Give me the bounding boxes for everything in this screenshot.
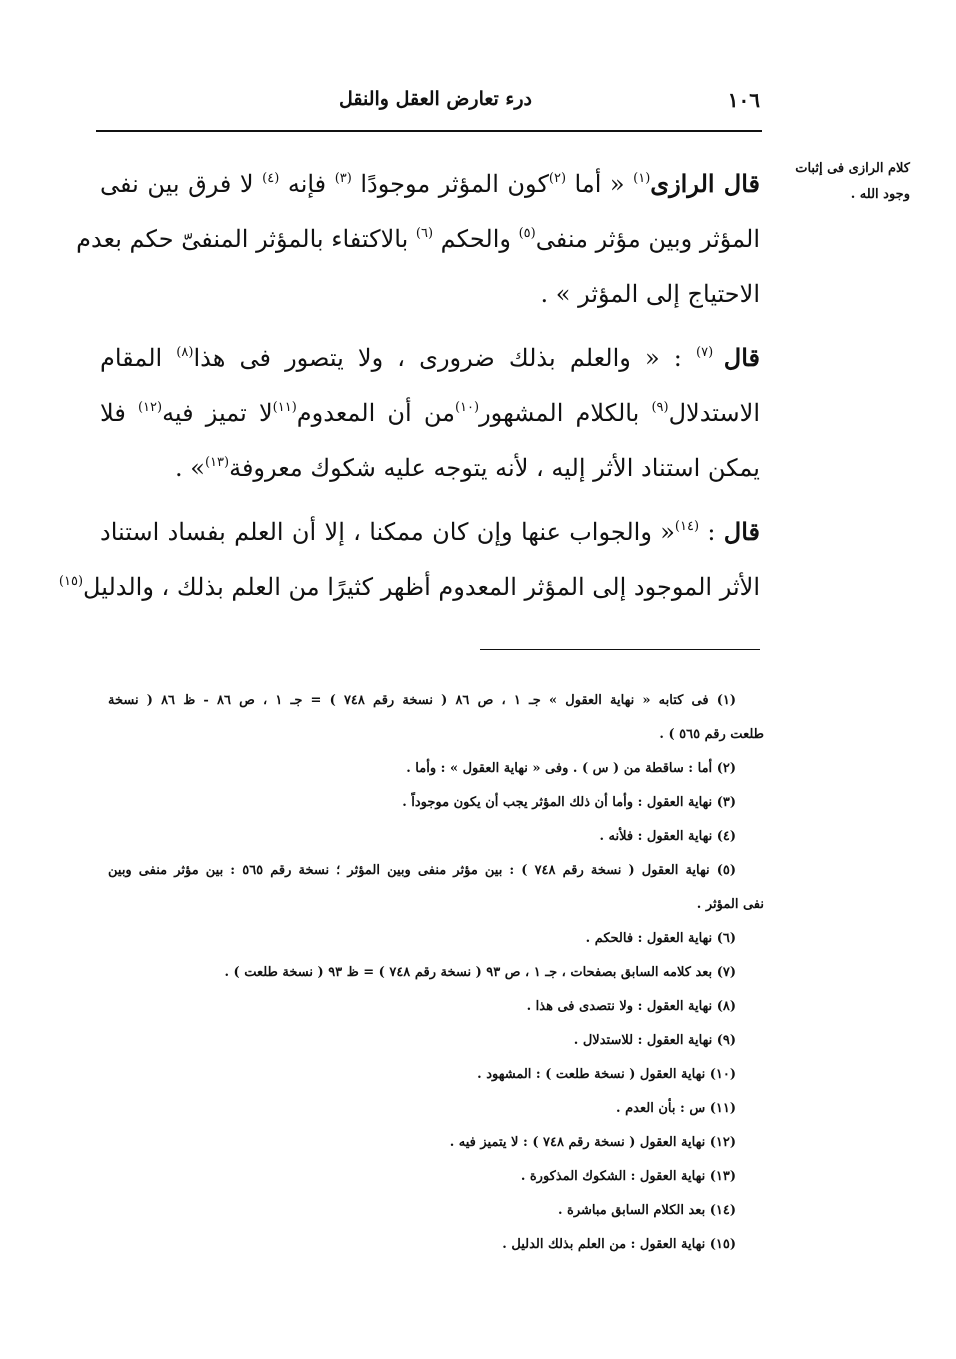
text-line (100, 156, 760, 212)
text-segment: المؤثر وبين مؤثر منفى (535, 225, 760, 253)
footnote-marker: (١) (633, 171, 651, 186)
text-line (76, 212, 760, 267)
text-line (58, 560, 760, 615)
speaker-label: قال (723, 343, 761, 372)
text-segment: الاحتياج إلى المؤثر » . (540, 280, 760, 308)
footnote (108, 1228, 764, 1262)
text-line (100, 504, 760, 560)
footnote-line: (٥) نهاية العقول ( نسخة رقم ٧٤٨ ) : بين مؤثر منفى وبين المؤثر ؛ نسخة رقم ٥٦٥ : بين مؤثر منفى وبين (108, 863, 737, 878)
text-segment: لا تميز فيه (162, 399, 273, 427)
footnote-marker: (٢) (548, 171, 567, 186)
footnote-marker: (١٤) (674, 519, 700, 534)
footnote-line: (١١) س : بأن العدم . (616, 1101, 736, 1116)
footnote-line: (٦) نهاية العقول : فالحكم . (585, 931, 736, 946)
margin-note (764, 156, 910, 208)
footnote-marker: (١٥) (58, 574, 84, 589)
page-number: ١٠٦ (727, 88, 760, 112)
text-segment: : (699, 518, 724, 546)
footnote (108, 820, 764, 854)
text-line (100, 330, 760, 386)
footnote-marker: (١٢) (137, 400, 163, 415)
speaker-label: قال الرازى (650, 169, 761, 198)
footnote-marker: (٤) (262, 171, 280, 186)
footnote-line: (٢) أما : ساقطة من ( س ) . وفى « نهاية العقول » : وأما . (406, 761, 736, 776)
main-text (58, 156, 761, 623)
text-segment: لا فرق بين نفى (100, 170, 263, 198)
footnote-line: (١٥) نهاية العقول : من العلم بذلك الدليل . (502, 1237, 736, 1252)
footnote-marker: (١١) (272, 400, 297, 415)
paragraph (100, 330, 760, 496)
footnote (108, 854, 764, 922)
footnote-marker: (٦) (415, 226, 434, 241)
page-header (96, 84, 760, 124)
text-segment: الاستدلال (668, 399, 761, 427)
footnote-line: (٤) نهاية العقول : فلأنه . (599, 829, 736, 844)
footnote-rule (480, 649, 760, 650)
text-segment: بالاكتفاء بالمؤثر المنفىّ حكم بعدم (76, 225, 416, 253)
footnote (108, 1092, 764, 1126)
footnote-marker: (٧) (696, 345, 724, 360)
text-line (100, 441, 760, 496)
text-segment: « أما (566, 170, 634, 198)
footnote-line: (١٢) نهاية العقول ( نسخة رقم ٧٤٨ ) : لا يتميز فيه . (449, 1135, 736, 1150)
text-segment: « والجواب عنها وإن كان ممكنا ، إلا أن العلم بفساد استناد (100, 518, 675, 546)
footnote-line: (٣) نهاية العقول : وأما أن ذلك المؤثر يجب أن يكون موجوداً . (402, 795, 736, 810)
text-segment: فلا (100, 399, 138, 427)
text-segment: والحكم (433, 225, 519, 253)
text-segment: من أن المعدوم (296, 399, 455, 427)
text-segment: : « والعلم بذلك ضرورى ، ولا يتصور فى هذا (193, 344, 697, 372)
margin-note-line: وجود الله . (850, 187, 910, 202)
footnote-marker: (١٠) (454, 400, 480, 415)
margin-note-line: كلام الرازى فى إثبات (795, 161, 910, 176)
footnote (108, 1194, 764, 1228)
text-segment: كون المؤثر موجودًا (351, 170, 549, 198)
footnote-line: (١٣) نهاية العقول : الشكوك المذكورة . (520, 1169, 736, 1184)
footnote (108, 752, 764, 786)
footnote (108, 1058, 764, 1092)
footnote (108, 990, 764, 1024)
footnote (108, 956, 764, 990)
footnote-line: (١٤) بعد الكلام السابق مباشرة . (557, 1203, 736, 1218)
footnote (108, 1160, 764, 1194)
footnotes (108, 684, 764, 1262)
footnote-line: نفى المؤثر . (696, 897, 764, 912)
paragraph (58, 504, 760, 615)
footnote-line: (٧) بعد كلامه السابق بصفحات ، جـ ١ ، ص ٩٣ ( نسخة رقم ٧٤٨ ) = ظ ٩٣ ( نسخة طلعت ) . (224, 965, 736, 980)
text-segment: بالكلام المشهور (479, 399, 652, 427)
footnote-marker: (٣) (334, 171, 352, 186)
header-rule (96, 130, 762, 132)
text-segment: فإنه (279, 170, 335, 198)
text-line (100, 267, 760, 322)
text-segment: الأثر الموجود إلى المؤثر المعدوم أظهر كثيرًا من العلم بذلك ، والدليل (83, 573, 760, 601)
running-title: درء تعارض العقل والنقل (338, 88, 532, 110)
footnote-marker: (٩) (651, 400, 669, 415)
footnote (108, 1024, 764, 1058)
text-line (100, 386, 760, 441)
text-segment: » . (175, 454, 205, 482)
footnote (108, 684, 764, 752)
footnote-marker: (١٣) (204, 455, 230, 470)
speaker-label: قال (723, 517, 760, 546)
text-segment: يمكن استناد الأثر إليه ، لأنه يتوجه عليه شكوك معروفة (229, 454, 760, 482)
footnote-marker: (٥) (518, 226, 536, 241)
footnote (108, 922, 764, 956)
footnote-line: (١٠) نهاية العقول ( نسخة طلعت ) : المشهود . (477, 1067, 736, 1082)
text-segment: المقام (100, 344, 177, 372)
footnote-line: طلعت رقم ٥٦٥ ) . (659, 727, 764, 742)
footnote (108, 786, 764, 820)
footnote-line: (٩) نهاية العقول : للاستدلال . (573, 1033, 736, 1048)
footnote (108, 1126, 764, 1160)
footnote-line: (١) فى كتابه « نهاية العقول » جـ ١ ، ص ٨٦ ( نسخة رقم ٧٤٨ ) = جـ ١ ، ص ٨٦ - ظ ٨٦ ( نسخة (108, 693, 737, 708)
footnote-line: (٨) نهاية العقول : ولا نتصدى فى هذا . (526, 999, 736, 1014)
paragraph (76, 156, 761, 322)
footnote-marker: (٨) (176, 345, 194, 360)
